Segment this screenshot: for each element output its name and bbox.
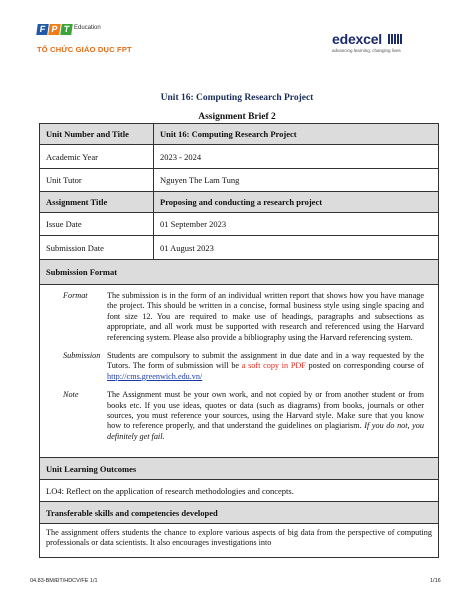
row-unit-tutor <box>40 169 438 192</box>
soft-copy-highlight: a soft copy in PDF <box>241 361 306 371</box>
skills-text-row <box>40 524 438 557</box>
note-item <box>46 390 432 442</box>
submission-text <box>107 351 432 382</box>
row-value: 01 August 2023 <box>160 242 214 253</box>
note-label: Note <box>63 390 79 400</box>
org-name: TỔ CHỨC GIÁO DỤC FPT <box>37 45 132 54</box>
row-label: Unit Tutor <box>40 169 154 191</box>
edexcel-wordmark: edexcel <box>332 31 382 48</box>
row-value: Proposing and conducting a research project <box>160 197 323 207</box>
format-text: The submission is in the form of an individual written report that shows how you have manage the project. This should be written in a concise, formal business style using single spacing and font size 12. You are required to make use of headings, paragraphs and subsections as appropriate, and all work must be supported with research and referenced using the Harvard referencing system. Please also provide a bibliography using the Harvard referencing system. <box>107 291 424 342</box>
fpt-letter-blocks <box>37 24 72 35</box>
row-assignment-title <box>40 192 438 213</box>
edexcel-logo <box>332 31 403 53</box>
submission-format-body <box>40 285 438 457</box>
row-value: 2023 - 2024 <box>160 151 202 162</box>
format-label: Format <box>63 291 88 300</box>
edexcel-tagline: advancing learning, changing lives <box>332 48 401 54</box>
assignment-table <box>39 123 439 558</box>
row-label: Assignment Title <box>40 192 154 212</box>
row-issue-date <box>40 213 438 236</box>
note-text-warning: If you do not, you definitely get fail. <box>107 421 424 441</box>
footer-form-code: 04.83-BM/ĐT/HDCV/FE 1/1 <box>30 578 98 584</box>
learning-outcome-row <box>40 480 438 502</box>
row-unit-number-title <box>40 124 438 145</box>
submission-text-b: posted on corresponding course of <box>305 361 424 371</box>
row-academic-year <box>40 145 438 169</box>
fpt-letter-p: P <box>48 24 61 35</box>
row-submission-date <box>40 236 438 260</box>
learning-outcomes-heading: Unit Learning Outcomes <box>46 463 137 474</box>
fpt-logo <box>37 24 101 35</box>
submission-format-heading-row <box>40 260 438 285</box>
row-value: 01 September 2023 <box>160 219 227 229</box>
skills-heading-row <box>40 502 438 524</box>
row-value: Nguyen The Lam Tung <box>160 175 240 185</box>
format-item <box>46 291 432 343</box>
fpt-education-label: Education <box>74 25 101 31</box>
row-label: Issue Date <box>40 213 154 235</box>
document-title: Unit 16: Computing Research Project <box>160 93 314 103</box>
learning-outcome-lo4: LO4: Reflect on the application of research methodologies and concepts. <box>46 485 294 496</box>
submission-item <box>46 351 432 382</box>
fpt-letter-f: F <box>36 24 49 35</box>
row-label: Academic Year <box>40 145 154 168</box>
document-subtitle: Assignment Brief 2 <box>198 112 276 122</box>
note-text <box>107 390 432 442</box>
skills-heading: Transferable skills and competencies developed <box>46 507 218 518</box>
note-text-main: The Assignment must be your own work, and not copied by or from another student or from books etc. If you use ideas, quotes or data (such as diagrams) from books, journals or other sources, you must reference your sources, using the Harvard style. Make sure that you know how to reference properly, and that understand the guidelines on plagiarism. <box>107 390 424 431</box>
row-label: Submission Date <box>40 236 154 259</box>
submission-format-body-row <box>40 285 438 458</box>
row-label: Unit Number and Title <box>40 124 154 144</box>
learning-outcomes-heading-row <box>40 458 438 480</box>
cms-link[interactable]: http://cms.greenwich.edu.vn/ <box>107 371 203 381</box>
row-value: Unit 16: Computing Research Project <box>160 129 297 139</box>
submission-label: Submission <box>63 351 101 361</box>
edexcel-bars-icon <box>388 31 403 49</box>
page-number: 1/16 <box>430 578 441 584</box>
fpt-letter-t: T <box>60 24 73 35</box>
skills-text: The assignment offers students the chance to explore various aspects of big data from the perspective of computing professionals or data scientists. It also encourages investigations into <box>46 528 432 548</box>
submission-format-heading: Submission Format <box>46 267 118 277</box>
submission-text-a: Students are compulsory to submit the assignment in due date and in a way requested by the Tutors. The form of submission will be <box>107 351 424 371</box>
